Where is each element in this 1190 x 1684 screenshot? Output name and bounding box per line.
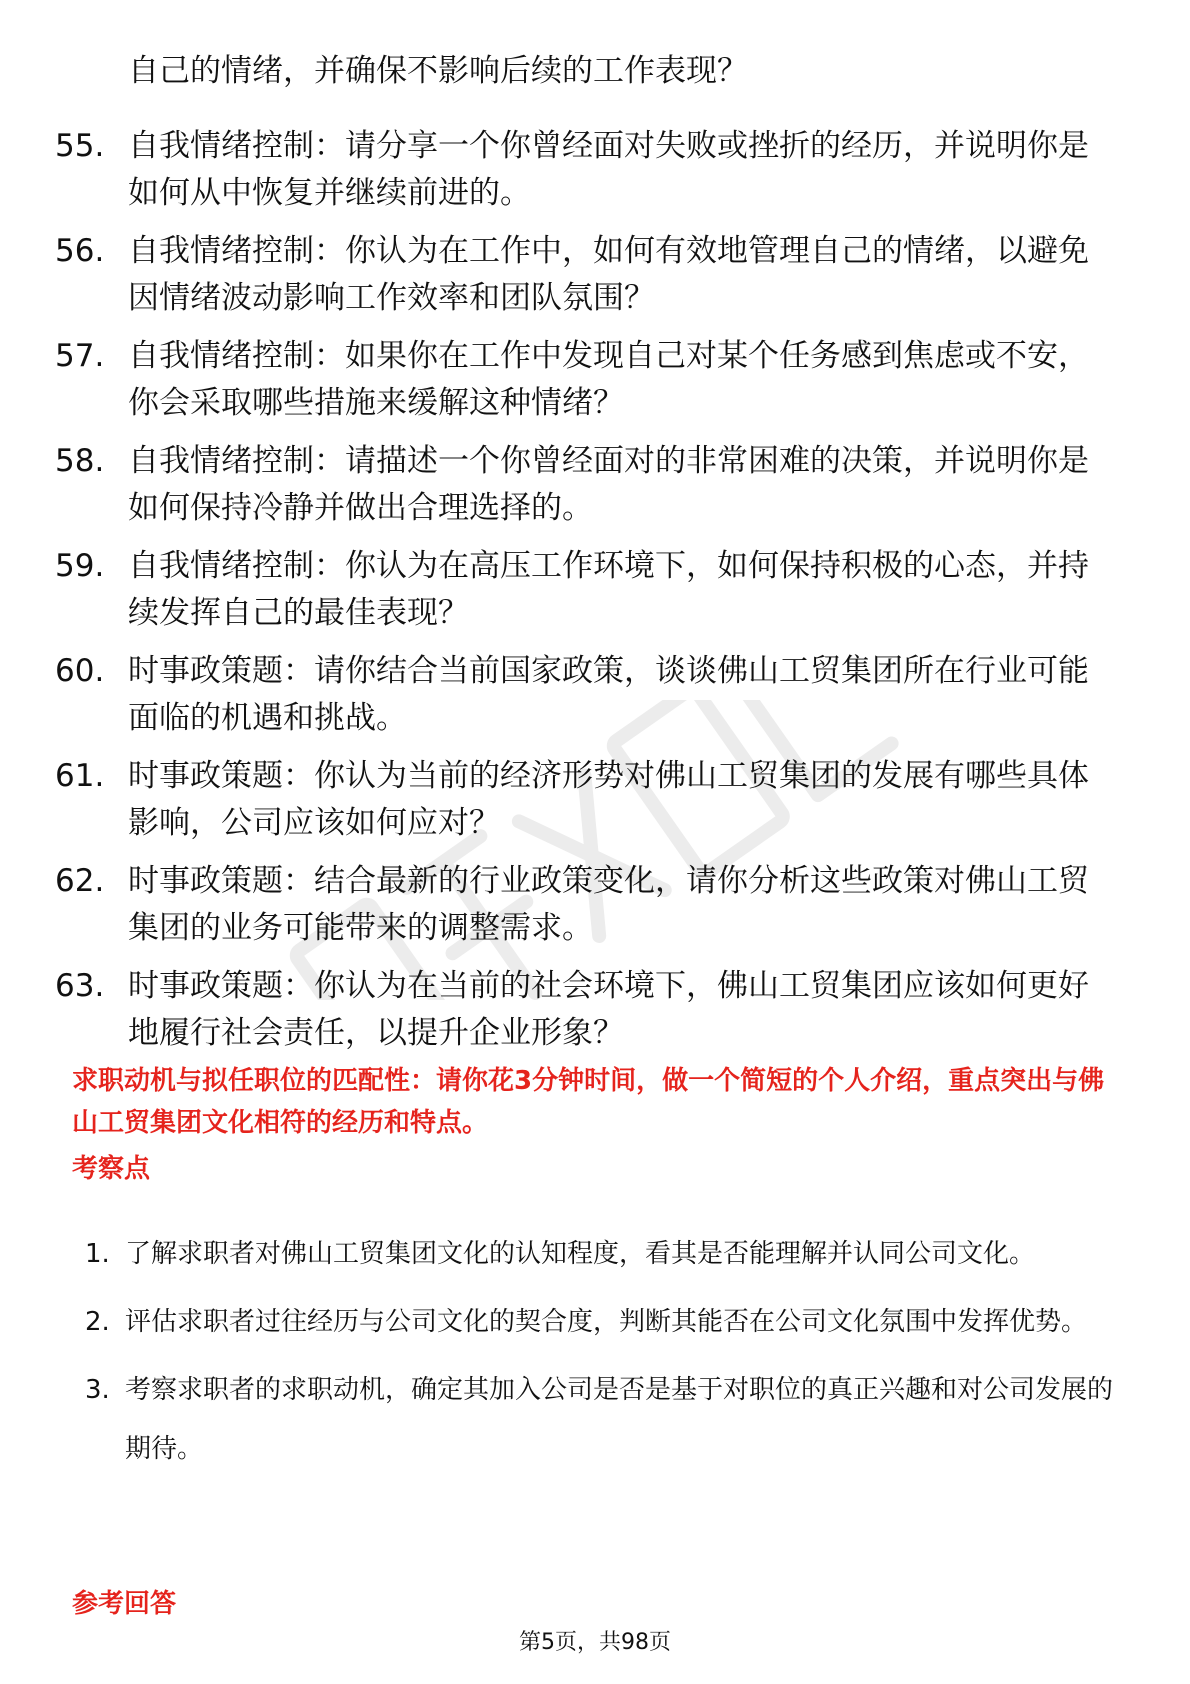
point-text: 考察求职者的求职动机，确定其加入公司是否是基于对职位的真正兴趣和对公司发展的期待。 bbox=[125, 1375, 1114, 1464]
question-item bbox=[55, 333, 1115, 427]
question-item bbox=[55, 753, 1115, 847]
question-item bbox=[55, 228, 1115, 322]
assessment-heading: 考察点 bbox=[72, 1154, 151, 1184]
question-number: 60. bbox=[55, 653, 105, 689]
question-continuation: 自己的情绪，并确保不影响后续的工作表现？ bbox=[128, 53, 748, 89]
question-item bbox=[55, 858, 1115, 952]
point-text: 了解求职者对佛山工贸集团文化的认知程度，看其是否能理解并认同公司文化。 bbox=[125, 1239, 1036, 1269]
question-item bbox=[55, 648, 1115, 742]
point-number: 3. bbox=[85, 1375, 110, 1405]
section-title: 求职动机与拟任职位的匹配性：请你花3分钟时间，做一个简短的个人介绍，重点突出与佛山工贸集团文化相符的经历和特点。 bbox=[72, 1066, 1105, 1138]
question-item bbox=[55, 963, 1115, 1057]
question-text: 自我情绪控制：请分享一个你曾经面对失败或挫折的经历，并说明你是如何从中恢复并继续前进的。 bbox=[128, 128, 1089, 211]
question-number: 62. bbox=[55, 863, 105, 899]
question-item bbox=[55, 543, 1115, 637]
question-number: 58. bbox=[55, 443, 105, 479]
question-number: 63. bbox=[55, 968, 105, 1004]
question-number: 57. bbox=[55, 338, 105, 374]
reference-answer-heading: 参考回答 bbox=[72, 1589, 177, 1619]
point-text: 评估求职者过往经历与公司文化的契合度，判断其能否在公司文化氛围中发挥优势。 bbox=[125, 1307, 1088, 1337]
question-text: 自我情绪控制：你认为在高压工作环境下，如何保持积极的心态，并持续发挥自己的最佳表现？ bbox=[128, 548, 1089, 631]
question-number: 55. bbox=[55, 128, 105, 164]
question-text: 自我情绪控制：你认为在工作中，如何有效地管理自己的情绪，以避免因情绪波动影响工作效率和团队氛围？ bbox=[128, 233, 1089, 316]
question-text: 时事政策题：你认为当前的经济形势对佛山工贸集团的发展有哪些具体影响，公司应该如何应对？ bbox=[128, 758, 1089, 841]
assessment-point bbox=[85, 1225, 1115, 1284]
question-item bbox=[55, 123, 1115, 217]
assessment-point-list bbox=[85, 1225, 1115, 1488]
point-number: 1. bbox=[85, 1239, 110, 1269]
point-number: 2. bbox=[85, 1307, 110, 1337]
question-number: 56. bbox=[55, 233, 105, 269]
question-text: 自我情绪控制：如果你在工作中发现自己对某个任务感到焦虑或不安，你会采取哪些措施来缓解这种情绪？ bbox=[128, 338, 1089, 421]
question-item bbox=[55, 438, 1115, 532]
question-list bbox=[55, 48, 1115, 1068]
question-text: 时事政策题：你认为在当前的社会环境下，佛山工贸集团应该如何更好地履行社会责任，以提升企业形象？ bbox=[128, 968, 1089, 1051]
question-number: 59. bbox=[55, 548, 105, 584]
question-text: 时事政策题：结合最新的行业政策变化，请你分析这些政策对佛山工贸集团的业务可能带来的调整需求。 bbox=[128, 863, 1089, 946]
question-text: 自我情绪控制：请描述一个你曾经面对的非常困难的决策，并说明你是如何保持冷静并做出合理选择的。 bbox=[128, 443, 1089, 526]
question-text: 时事政策题：请你结合当前国家政策，谈谈佛山工贸集团所在行业可能面临的机遇和挑战。 bbox=[128, 653, 1089, 736]
question-number: 61. bbox=[55, 758, 105, 794]
assessment-point bbox=[85, 1361, 1115, 1479]
assessment-point bbox=[85, 1293, 1115, 1352]
page-footer: 第5页，共98页 bbox=[519, 1630, 671, 1655]
